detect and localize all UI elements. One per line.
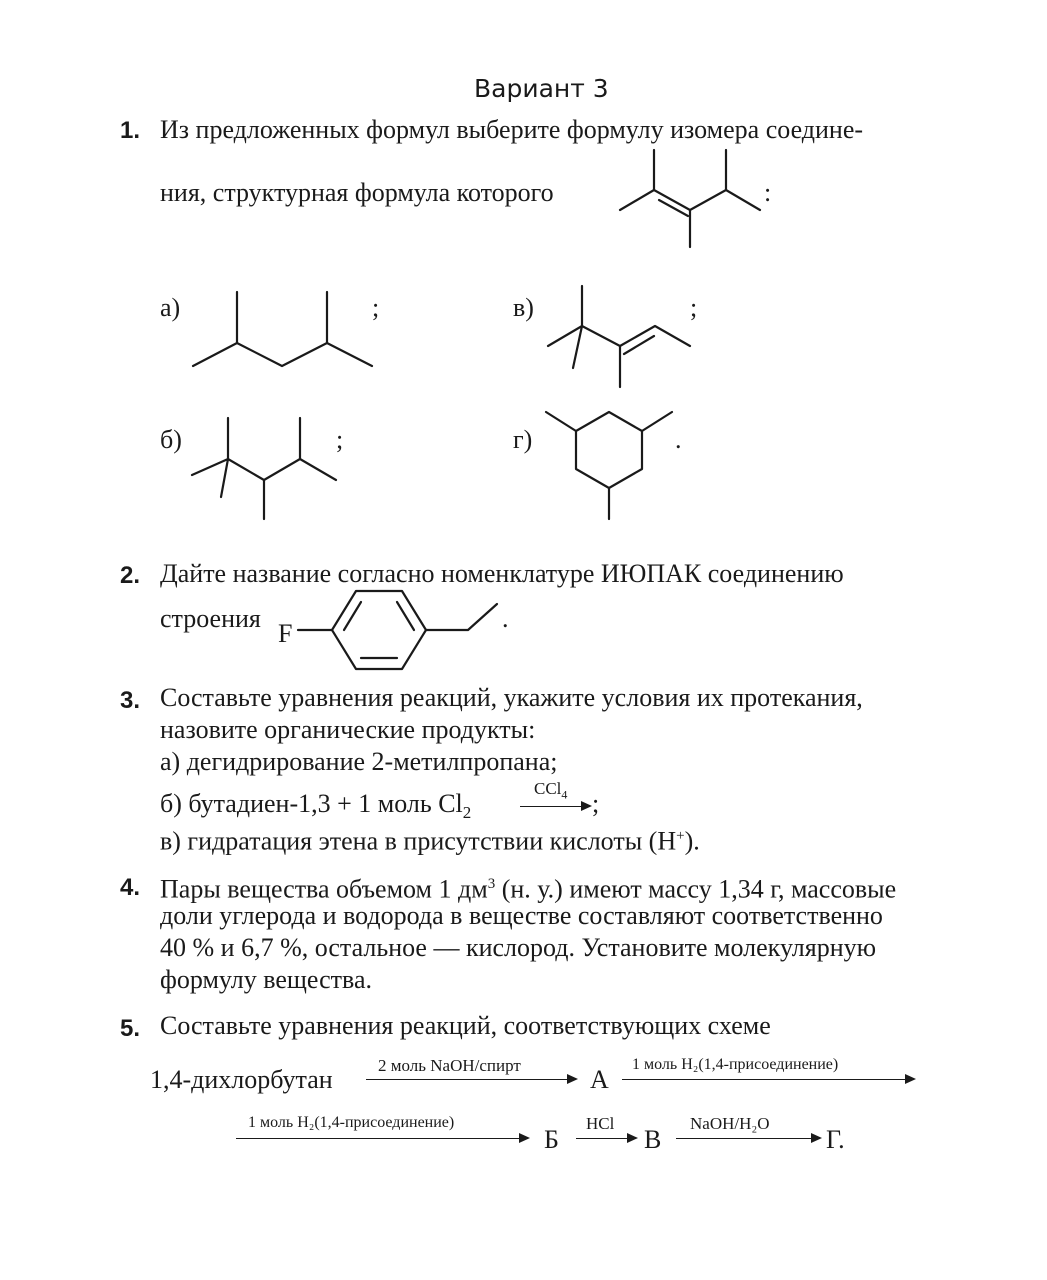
q3-reaction-arrow — [520, 806, 590, 807]
q5-arrow5-label: NaOH/H₂O — [690, 1114, 770, 1133]
q4-line1-b: (н. у.) имеют массу 1,34 г, массовые — [495, 874, 897, 904]
q3-number: 3. — [120, 687, 141, 714]
q5-arrow4 — [576, 1138, 636, 1139]
q5-arrow2-label: 1 моль H₂(1,4-присоединение) — [632, 1056, 839, 1073]
q5-text-line1: Составьте уравнения реакций, соответствующих схеме — [160, 1011, 771, 1040]
q1-colon: : — [764, 178, 772, 207]
q3-item-c-end: ). — [684, 826, 700, 856]
q3-catalyst-sub: 4 — [561, 787, 568, 802]
q5-arrow3-label: 1 моль H₂(1,4-присоединение) — [248, 1114, 455, 1131]
q1-option-g-end: . — [675, 425, 682, 454]
q5-arrow2 — [622, 1079, 914, 1080]
q3-item-b-end: ; — [592, 789, 600, 818]
q5-arrow1 — [366, 1079, 576, 1080]
q3-catalyst — [534, 779, 567, 802]
q5-arrow3 — [236, 1138, 528, 1139]
q4-text-line4: формулу вещества. — [160, 965, 372, 994]
q1-number: 1. — [120, 117, 141, 144]
q5-product-g: Г. — [826, 1125, 845, 1154]
q4-text-line3: 40 % и 6,7 %, остальное — кислород. Установите молекулярную — [160, 933, 877, 962]
q5-arrow4-label: HCl — [586, 1114, 615, 1133]
q5-arrow1-label: 2 моль NaOH/спирт — [378, 1056, 521, 1075]
q3-item-c-text: в) гидратация этена в присутствии кислоты (H — [160, 826, 677, 856]
q3-text-line1: Составьте уравнения реакций, укажите условия их протекания, — [160, 683, 863, 712]
page-title: Вариант 3 — [474, 74, 609, 103]
q4-line1-sup: 3 — [487, 876, 496, 892]
q5-product-v: В — [644, 1125, 662, 1154]
q1-option-v-label: в) — [513, 293, 534, 322]
q3-item-a: а) дегидрирование 2-метилпропана; — [160, 747, 558, 776]
q1-text-line1: Из предложенных формул выберите формулу изомера соедине- — [160, 115, 864, 144]
q4-line1-a: Пары вещества объемом 1 дм — [160, 874, 488, 904]
q3-catalyst-text: CCl — [534, 779, 562, 798]
q3-item-b-sub: 2 — [462, 803, 472, 823]
q5-arrow5 — [676, 1138, 820, 1139]
q5-start-compound: 1,4-дихлорбутан — [150, 1065, 333, 1094]
q1-text-line2: ния, структурная формула которого — [160, 178, 554, 207]
q2-text-line1: Дайте название согласно номенклатуре ИЮПАК соединению — [160, 559, 844, 588]
q1-option-v-end: ; — [690, 293, 698, 322]
q3-item-c-sup: + — [676, 828, 685, 844]
q3-item-c — [160, 820, 700, 858]
q1-option-a-label: а) — [160, 293, 181, 322]
q3-text-line2: назовите органические продукты: — [160, 715, 536, 744]
q1-option-g-label: г) — [513, 425, 533, 454]
q2-text-line2: строения — [160, 604, 261, 633]
q5-product-b: Б — [544, 1125, 559, 1154]
q4-number: 4. — [120, 874, 141, 901]
q1-option-a-end: ; — [372, 293, 380, 322]
q5-product-a: А — [590, 1065, 609, 1094]
q3-item-b-text: б) бутадиен-1,3 + 1 моль Cl — [160, 789, 463, 818]
q2-end: . — [502, 604, 509, 633]
q1-option-b-end: ; — [336, 425, 344, 454]
q2-fluorine: F — [278, 619, 293, 648]
q2-number: 2. — [120, 562, 141, 589]
q5-number: 5. — [120, 1015, 141, 1042]
q4-text-line2: доли углерода и водорода в веществе составляют соответственно — [160, 901, 883, 930]
q1-option-b-label: б) — [160, 425, 182, 454]
